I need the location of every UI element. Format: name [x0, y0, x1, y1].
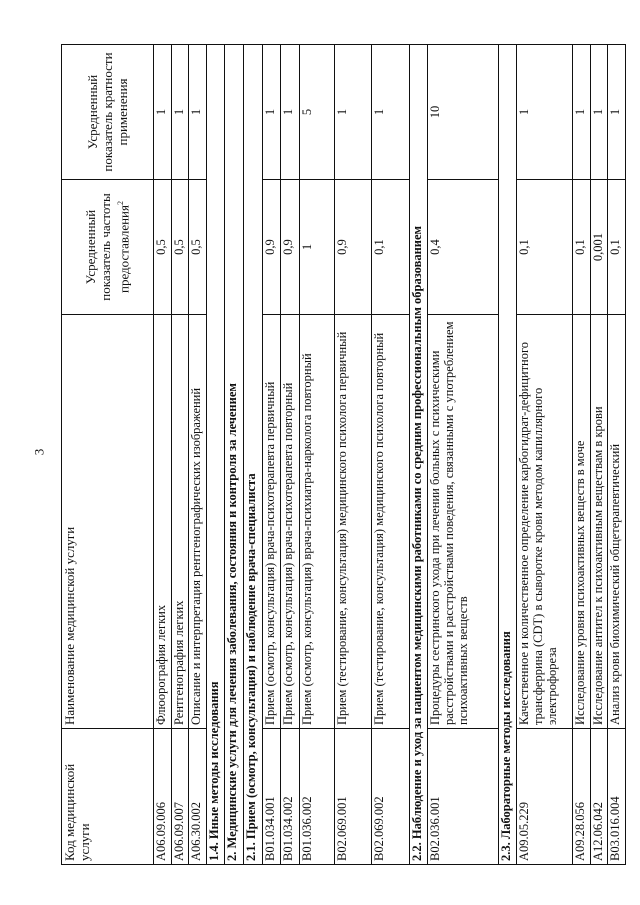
service-code: B01.034.002: [281, 729, 300, 865]
services-table: [61, 44, 626, 865]
service-code: B03.016.004: [608, 729, 626, 865]
frequency-value: 0,001: [590, 180, 608, 315]
service-code: A09.05.229: [517, 729, 573, 865]
section-row: [409, 45, 428, 865]
frequency-value: 0,1: [608, 180, 626, 315]
multiplicity-value: 10: [428, 45, 498, 180]
section-row: [225, 45, 244, 865]
frequency-value: 0,1: [517, 180, 573, 315]
service-code: A06.09.006: [154, 729, 172, 865]
frequency-value: 0,9: [262, 180, 281, 315]
service-code: A09.28.056: [573, 729, 591, 865]
service-name: Исследование уровня психоактивных веществ в моче: [573, 315, 591, 729]
frequency-value: 0,4: [428, 180, 498, 315]
section-title: 2.3. Лабораторные методы исследования: [498, 45, 517, 865]
frequency-value: 1: [299, 180, 334, 315]
service-name: Прием (осмотр, консультация) врача-психотерапевта первичный: [262, 315, 281, 729]
service-code: B02.069.002: [372, 729, 409, 865]
service-code: B01.036.002: [299, 729, 334, 865]
header-frequency-footnote: 2: [116, 201, 126, 205]
service-name: Анализ крови биохимический общетерапевтический: [608, 315, 626, 729]
service-code: B02.069.001: [335, 729, 372, 865]
section-row: [498, 45, 517, 865]
table-row: [590, 45, 608, 865]
frequency-value: 0,9: [281, 180, 300, 315]
rotated-document: [61, 45, 626, 865]
header-frequency: [62, 180, 154, 315]
multiplicity-value: 1: [154, 45, 172, 180]
service-code: B02.036.001: [428, 729, 498, 865]
table-body: [154, 45, 626, 865]
service-name: Процедуры сестринского ухода при лечении больных с психическими расстройствами и расстройствами поведения, связанными с употреблением психоактивных веществ: [428, 315, 498, 729]
service-code: A06.30.002: [189, 729, 207, 865]
table-row: [517, 45, 573, 865]
multiplicity-value: 1: [608, 45, 626, 180]
frequency-value: 0,5: [189, 180, 207, 315]
multiplicity-value: 1: [281, 45, 300, 180]
service-name: Рентгенография легких: [171, 315, 189, 729]
table-row: [608, 45, 626, 865]
service-name: Исследование антител к психоактивным веществам в крови: [590, 315, 608, 729]
section-title: 2. Медицинские услуги для лечения заболевания, состояния и контроля за лечением: [225, 45, 244, 865]
multiplicity-value: 1: [335, 45, 372, 180]
header-frequency-text: Усредненный показатель частоты предоставления: [83, 193, 132, 301]
section-title: 2.2. Наблюдение и уход за пациентом медицинскими работниками со средним профессиональным образованием: [409, 45, 428, 865]
table-row: [154, 45, 172, 865]
multiplicity-value: 1: [573, 45, 591, 180]
section-title: 2.1. Прием (осмотр, консультация) и наблюдение врача-специалиста: [243, 45, 262, 865]
frequency-value: 0,5: [171, 180, 189, 315]
multiplicity-value: 1: [262, 45, 281, 180]
service-name: Прием (осмотр, консультация) врача-психиатра-нарколога повторный: [299, 315, 334, 729]
multiplicity-value: 1: [517, 45, 573, 180]
service-name: Прием (тестирование, консультация) медицинского психолога повторный: [372, 315, 409, 729]
section-row: [206, 45, 225, 865]
section-row: [243, 45, 262, 865]
table-row: [372, 45, 409, 865]
table-row: [281, 45, 300, 865]
table-row: [335, 45, 372, 865]
frequency-value: 0,9: [335, 180, 372, 315]
header-name: Наименование медицинской услуги: [62, 315, 154, 729]
service-name: Прием (осмотр, консультация) врача-психотерапевта повторный: [281, 315, 300, 729]
multiplicity-value: 1: [590, 45, 608, 180]
table-row: [171, 45, 189, 865]
service-code: A12.06.042: [590, 729, 608, 865]
header-multiplicity: Усредненный показатель кратности применения: [62, 45, 154, 180]
table-row: [299, 45, 334, 865]
service-name: Качественное и количественное определение карбогидрат-дефицитного трансферрина (CDT) в сыворотке крови методом капиллярного электрофореза: [517, 315, 573, 729]
table-row: [573, 45, 591, 865]
multiplicity-value: 5: [299, 45, 334, 180]
table-row: [262, 45, 281, 865]
service-name: Описание и интерпретация рентгенографических изображений: [189, 315, 207, 729]
service-name: Прием (тестирование, консультация) медицинского психолога первичный: [335, 315, 372, 729]
section-title: 1.4. Иные методы исследования: [206, 45, 225, 865]
header-code: Код медицинской услуги: [62, 729, 154, 865]
header-row: [62, 45, 154, 865]
service-code: A06.09.007: [171, 729, 189, 865]
frequency-value: 0,1: [372, 180, 409, 315]
service-name: Флюорография легких: [154, 315, 172, 729]
frequency-value: 0,5: [154, 180, 172, 315]
table-row: [189, 45, 207, 865]
multiplicity-value: 1: [189, 45, 207, 180]
service-code: B01.034.001: [262, 729, 281, 865]
page-number: 3: [31, 448, 47, 456]
frequency-value: 0,1: [573, 180, 591, 315]
multiplicity-value: 1: [171, 45, 189, 180]
multiplicity-value: 1: [372, 45, 409, 180]
table-row: [428, 45, 498, 865]
